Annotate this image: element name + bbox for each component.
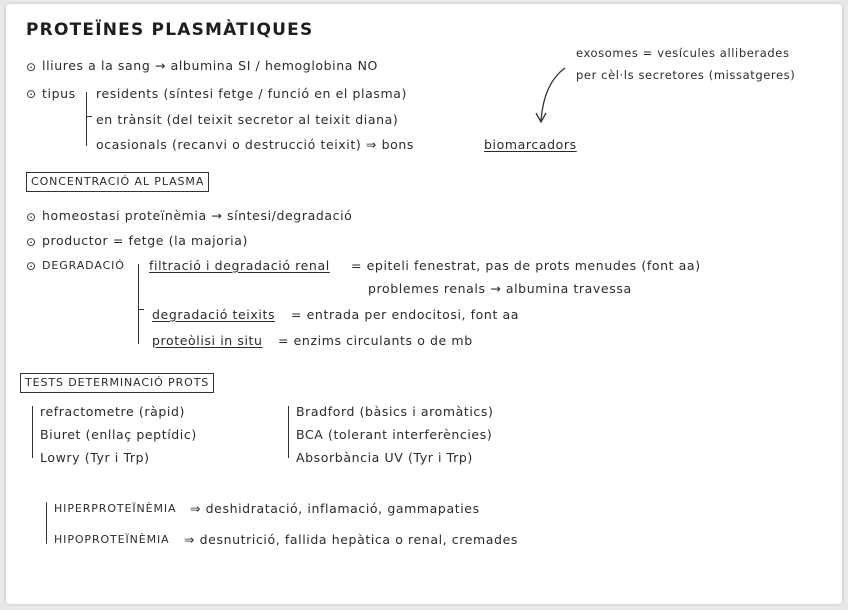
degradacio-teixits-value: = entrada per endocitosi, font aa — [291, 307, 520, 322]
exosomes-line-1: exosomes = vesícules alliberades — [576, 46, 790, 60]
bullet-icon: ⊙ — [26, 87, 37, 101]
brace-tick — [86, 116, 92, 117]
tipus-ocasionals: ocasionals (recanvi o destrucció teixit) ⇒ bons — [96, 137, 414, 152]
test-lowry: Lowry (Tyr i Trp) — [40, 450, 150, 465]
conditions-brace — [46, 502, 47, 544]
problemes-renals: problemes renals → albumina travessa — [368, 281, 632, 296]
curved-arrow-icon — [531, 64, 571, 128]
notes-page — [6, 4, 842, 604]
brace-tick — [138, 309, 144, 310]
test-absorbancia: Absorbància UV (Tyr i Trp) — [296, 450, 473, 465]
test-bradford: Bradford (bàsics i aromàtics) — [296, 404, 494, 419]
tipus-label: tipus — [42, 86, 76, 101]
degradacio-label: DEGRADACIÓ — [42, 259, 125, 272]
tipus-brace — [86, 92, 87, 146]
test-bca: BCA (tolerant interferències) — [296, 427, 493, 442]
tipus-en-transit: en trànsit (del teixit secretor al teixit diana) — [96, 112, 399, 127]
test-biuret: Biuret (enllaç peptídic) — [40, 427, 197, 442]
exosomes-line-2: per cèl·ls secretores (missatgeres) — [576, 68, 796, 82]
bullet-icon: ⊙ — [26, 60, 37, 74]
hipoproteinemia-label: HIPOPROTEÏNÈMIA — [54, 533, 170, 546]
lliures-line: lliures a la sang → albumina SI / hemoglobina NO — [42, 58, 378, 73]
biomarcadors-link: biomarcadors — [484, 137, 577, 152]
bullet-icon: ⊙ — [26, 210, 37, 224]
tipus-residents: residents (síntesi fetge / funció en el plasma) — [96, 86, 408, 101]
hiperproteinemia-value: ⇒ deshidratació, inflamació, gammapaties — [190, 501, 480, 516]
tests-right-brace — [288, 406, 289, 458]
degradacio-brace — [138, 264, 139, 344]
hiperproteinemia-label: HIPERPROTEÏNÈMIA — [54, 502, 177, 515]
tests-heading: TESTS DETERMINACIÓ PROTS — [20, 373, 214, 393]
bullet-icon: ⊙ — [26, 235, 37, 249]
test-refractometre: refractometre (ràpid) — [40, 404, 185, 419]
filtracio-key: filtració i degradació renal — [149, 258, 330, 273]
productor-line: productor = fetge (la majoria) — [42, 233, 248, 248]
degradacio-teixits-key: degradació teixits — [152, 307, 276, 322]
filtracio-value: = epiteli fenestrat, pas de prots menudes (font aa) — [351, 258, 701, 273]
bullet-icon: ⊙ — [26, 259, 37, 273]
concentracio-heading: CONCENTRACIÓ AL PLASMA — [26, 172, 209, 192]
hipoproteinemia-value: ⇒ desnutrició, fallida hepàtica o renal, cremades — [184, 532, 518, 547]
tests-left-brace — [32, 406, 33, 458]
homeostasi-line: homeostasi proteïnèmia → síntesi/degradació — [42, 208, 353, 223]
page-title: PROTEÏNES PLASMÀTIQUES — [26, 20, 314, 40]
proteolisi-key: proteòlisi in situ — [152, 333, 263, 348]
proteolisi-value: = enzims circulants o de mb — [278, 333, 473, 348]
